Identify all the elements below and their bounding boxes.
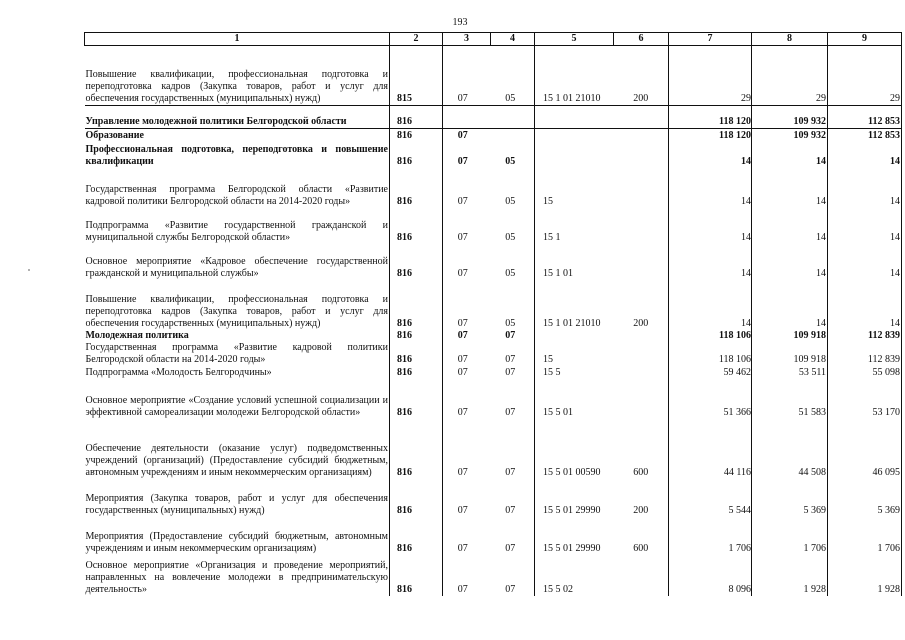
grbs-code-cell: 816	[390, 419, 443, 479]
amount-col7-cell: 14	[669, 142, 752, 168]
amount-col8-cell: 5 369	[752, 479, 828, 517]
section-code-cell: 07	[443, 46, 491, 106]
amount-col7-cell: 14	[669, 168, 752, 208]
column-header: 2	[390, 33, 443, 46]
column-header: 8	[752, 33, 828, 46]
target-article-cell: 15 1 01	[543, 267, 573, 279]
table-row	[85, 280, 902, 330]
table-row	[85, 168, 902, 208]
expense-type-cell	[614, 555, 669, 596]
expense-type-cell: 200	[633, 317, 649, 329]
section-code-cell: 07	[457, 466, 468, 478]
expense-type-cell	[614, 342, 669, 366]
expense-type-cell	[614, 330, 669, 342]
amount-col9-cell: 112 839	[828, 342, 902, 366]
target-article-cell: 15	[543, 353, 553, 365]
expense-type-cell	[614, 168, 669, 208]
row-name-cell: Повышение квалификации, профессиональная подготовка и переподготовка кадров (Закупка товаров, работ и услуг для обеспечения государственных (муниципальных) нужд)	[85, 280, 390, 330]
budget-table	[84, 32, 902, 596]
grbs-code-cell: 816	[390, 342, 443, 366]
subsection-code-cell	[491, 106, 535, 129]
subsection-code-cell: 05	[491, 244, 535, 280]
amount-col8-cell: 109 918	[752, 330, 828, 342]
grbs-code-cell: 816	[390, 479, 443, 517]
row-name-cell: Подпрограмма «Развитие государственной гражданской и муниципальной службы Белгородской области»	[85, 208, 390, 244]
column-header: 4	[491, 33, 535, 46]
section-code-cell: 07	[457, 353, 468, 365]
row-name-cell: Повышение квалификации, профессиональная подготовка и переподготовка кадров (Закупка товаров, работ и услуг для обеспечения государственных (муниципальных) нужд)	[85, 46, 390, 106]
expense-type-cell: 600	[633, 466, 649, 478]
column-header: 6	[614, 33, 669, 46]
subsection-code-cell: 07	[491, 479, 535, 517]
target-article-cell: 15 5 01 00590	[543, 466, 601, 478]
amount-col9-cell: 5 369	[828, 479, 902, 517]
section-code-cell: 07	[457, 329, 468, 341]
amount-col9-cell: 55 098	[828, 366, 902, 379]
amount-col8-cell: 14	[752, 280, 828, 330]
amount-col7-cell: 14	[669, 208, 752, 244]
expense-type-cell	[614, 379, 669, 419]
amount-col8-cell: 29	[752, 46, 828, 106]
amount-col9-cell: 1 706	[828, 517, 902, 555]
amount-col9-cell: 53 170	[828, 379, 902, 419]
table-row	[85, 366, 902, 379]
amount-col9-cell: 14	[828, 208, 902, 244]
expense-type-cell	[614, 208, 669, 244]
amount-col9-cell: 1 928	[828, 555, 902, 596]
scan-artifact	[28, 269, 30, 271]
amount-col9-cell: 14	[828, 244, 902, 280]
section-code-cell: 07	[457, 583, 468, 595]
amount-col9-cell: 112 853	[828, 106, 902, 129]
column-header: 5	[535, 33, 614, 46]
subsection-code-cell: 07	[491, 330, 535, 342]
target-article-cell: 15 5 02	[543, 583, 573, 595]
amount-col9-cell: 14	[828, 168, 902, 208]
subsection-code-cell: 07	[491, 555, 535, 596]
table-row	[85, 479, 902, 517]
amount-col7-cell: 44 116	[669, 419, 752, 479]
row-name-cell: Профессиональная подготовка, переподготовка и повышение квалификации	[85, 143, 388, 167]
row-name-cell: Основное мероприятие «Кадровое обеспечение государственной гражданской и муниципальной службы»	[85, 244, 390, 280]
section-code-cell: 07	[457, 542, 468, 554]
target-article-cell: 15 1 01 21010	[543, 317, 601, 329]
table-row	[85, 129, 902, 142]
amount-col8-cell: 14	[752, 168, 828, 208]
amount-col7-cell: 5 544	[669, 479, 752, 517]
amount-col7-cell: 8 096	[669, 555, 752, 596]
subsection-code-cell: 05	[491, 280, 535, 330]
grbs-code-cell: 816	[390, 244, 443, 280]
amount-col8-cell: 109 918	[752, 342, 828, 366]
target-article-cell	[535, 142, 614, 168]
section-code-cell	[443, 106, 491, 129]
grbs-code-cell: 816	[390, 280, 443, 330]
amount-col7-cell: 29	[669, 46, 752, 106]
section-code-cell: 07	[457, 195, 468, 207]
expense-type-cell	[614, 142, 669, 168]
target-article-cell	[535, 330, 614, 342]
table-row	[85, 142, 902, 168]
section-code-cell: 07	[457, 155, 468, 167]
amount-col8-cell: 53 511	[752, 366, 828, 379]
row-name-cell: Мероприятия (Предоставление субсидий бюджетным, автономным учреждениям и иным некоммерческим организациям)	[85, 517, 390, 555]
grbs-code-cell: 816	[390, 168, 443, 208]
target-article-cell: 15 1	[543, 231, 561, 243]
grbs-code-cell: 816	[390, 517, 443, 555]
table-row	[85, 46, 902, 106]
grbs-code-cell: 816	[390, 106, 443, 129]
amount-col7-cell: 118 106	[669, 342, 752, 366]
amount-col8-cell: 44 508	[752, 419, 828, 479]
column-header: 7	[669, 33, 752, 46]
table-row	[85, 517, 902, 555]
subsection-code-cell: 05	[491, 46, 535, 106]
section-code-cell: 07	[457, 231, 468, 243]
expense-type-cell	[614, 106, 669, 129]
amount-col8-cell: 109 932	[752, 106, 828, 129]
grbs-code-cell: 816	[390, 330, 443, 342]
target-article-cell: 15 5 01	[543, 406, 573, 418]
expense-type-cell	[614, 129, 669, 142]
grbs-code-cell: 815	[390, 46, 443, 106]
target-article-cell: 15 1 01 21010	[535, 46, 614, 106]
row-name-cell: Обеспечение деятельности (оказание услуг) подведомственных учреждений (организаций) (Предоставление субсидий бюджетным, автономным учреждениям и иным некоммерческим организациям)	[85, 419, 390, 479]
subsection-code-cell: 07	[491, 379, 535, 419]
amount-col7-cell: 118 120	[669, 106, 752, 129]
column-header: 3	[443, 33, 491, 46]
subsection-code-cell: 05	[491, 208, 535, 244]
amount-col9-cell: 112 853	[828, 129, 902, 142]
target-article-cell: 15 5 01 29990	[543, 542, 601, 554]
section-code-cell: 07	[457, 129, 468, 141]
grbs-code-cell: 816	[390, 555, 443, 596]
row-name-cell: Молодежная политика	[85, 330, 390, 342]
amount-col7-cell: 59 462	[669, 366, 752, 379]
amount-col7-cell: 1 706	[669, 517, 752, 555]
amount-col8-cell: 51 583	[752, 379, 828, 419]
amount-col7-cell: 14	[669, 280, 752, 330]
amount-col8-cell: 14	[752, 244, 828, 280]
table-row	[85, 342, 902, 366]
row-name-cell: Подпрограмма «Молодость Белгородчины»	[85, 366, 390, 379]
grbs-code-cell: 816	[390, 366, 443, 379]
amount-col9-cell: 112 839	[828, 330, 902, 342]
row-name-cell: Образование	[85, 129, 390, 142]
expense-type-cell	[614, 244, 669, 280]
expense-type-cell	[614, 366, 669, 379]
row-name-cell: Государственная программа «Развитие кадровой политики Белгородской области на 2014-2020 годы»	[85, 341, 388, 365]
amount-col7-cell: 118 106	[669, 330, 752, 342]
row-name-cell: Управление молодежной политики Белгородской области	[85, 106, 390, 129]
amount-col7-cell: 118 120	[669, 129, 752, 142]
target-article-cell	[535, 129, 614, 142]
table-row	[85, 419, 902, 479]
row-name-cell: Мероприятия (Закупка товаров, работ и услуг для обеспечения государственных (муниципальных) нужд)	[85, 479, 390, 517]
section-code-cell: 07	[457, 406, 468, 418]
grbs-code-cell: 816	[390, 379, 443, 419]
subsection-code-cell: 05	[491, 168, 535, 208]
row-name-cell: Государственная программа Белгородской области «Развитие кадровой политики Белгородской области на 2014-2020 годы»	[85, 168, 390, 208]
amount-col8-cell: 14	[752, 142, 828, 168]
subsection-code-cell: 05	[491, 142, 535, 168]
amount-col8-cell: 1 706	[752, 517, 828, 555]
amount-col9-cell: 46 095	[828, 419, 902, 479]
amount-col9-cell: 14	[828, 142, 902, 168]
grbs-code-cell: 816	[390, 129, 443, 142]
section-code-cell: 07	[457, 504, 468, 516]
amount-col9-cell: 14	[828, 280, 902, 330]
subsection-code-cell: 07	[491, 342, 535, 366]
amount-col9-cell: 29	[828, 46, 902, 106]
row-name-cell: Основное мероприятие «Создание условий успешной социализации и эффективной самореализации молодежи Белгородской области»	[85, 379, 390, 419]
column-header: 1	[85, 33, 390, 46]
amount-col8-cell: 1 928	[752, 555, 828, 596]
subsection-code-cell: 07	[491, 419, 535, 479]
section-code-cell: 07	[457, 366, 468, 378]
table-row	[85, 555, 902, 596]
page-number: 193	[452, 17, 468, 28]
amount-col8-cell: 109 932	[752, 129, 828, 142]
row-name-cell: Основное мероприятие «Организация и проведение мероприятий, направленных на вовлечение молодежи в предпринимательскую деятельность»	[85, 555, 390, 596]
expense-type-cell: 200	[614, 46, 669, 106]
expense-type-cell: 200	[633, 504, 649, 516]
table-row	[85, 106, 902, 129]
subsection-code-cell: 07	[491, 517, 535, 555]
table-row	[85, 208, 902, 244]
table-row	[85, 330, 902, 342]
section-code-cell: 07	[457, 317, 468, 329]
target-article-cell: 15 5	[543, 366, 561, 378]
amount-col7-cell: 51 366	[669, 379, 752, 419]
grbs-code-cell: 816	[390, 208, 443, 244]
header-row	[85, 33, 902, 46]
table-body	[85, 46, 902, 596]
section-code-cell: 07	[457, 267, 468, 279]
grbs-code-cell: 816	[390, 142, 443, 168]
expense-type-cell: 600	[633, 542, 649, 554]
target-article-cell: 15 5 01 29990	[543, 504, 601, 516]
subsection-code-cell: 07	[491, 366, 535, 379]
target-article-cell: 15	[543, 195, 553, 207]
amount-col8-cell: 14	[752, 208, 828, 244]
amount-col7-cell: 14	[669, 244, 752, 280]
table-row	[85, 379, 902, 419]
subsection-code-cell	[491, 129, 535, 142]
column-header: 9	[828, 33, 902, 46]
target-article-cell	[535, 106, 614, 129]
table-row	[85, 244, 902, 280]
